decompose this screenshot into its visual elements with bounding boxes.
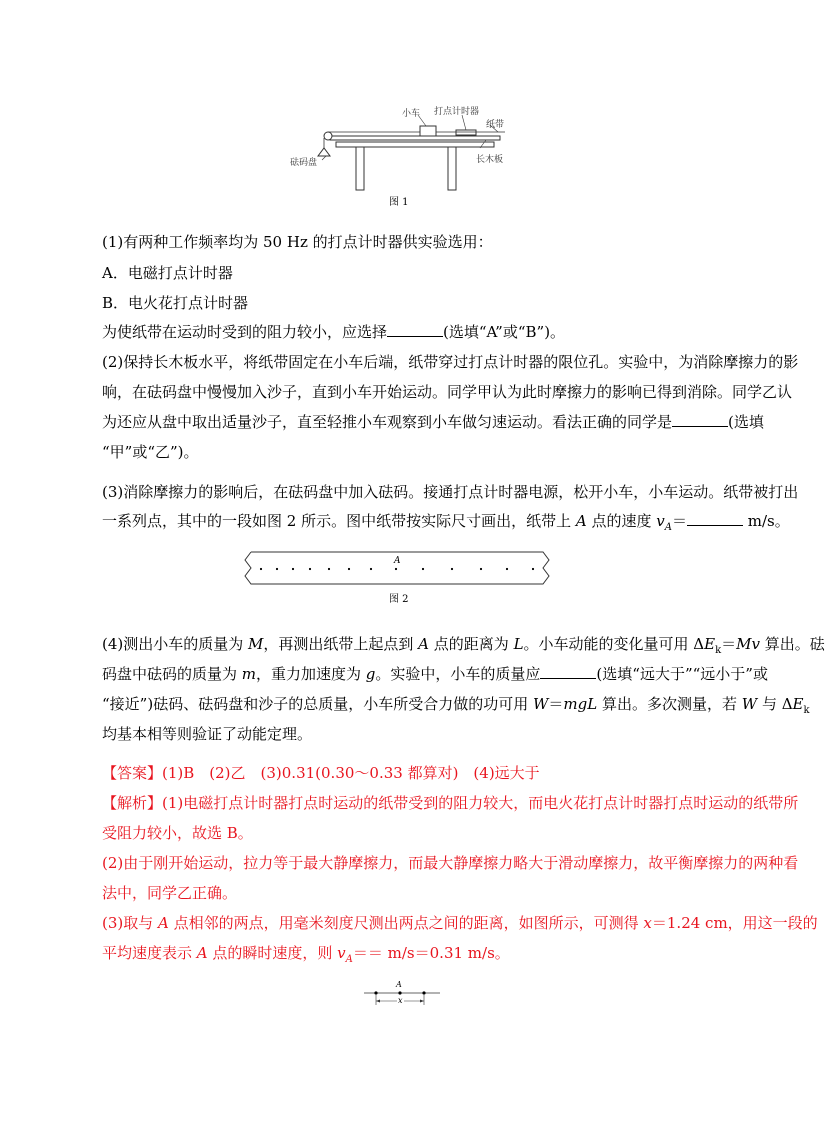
answer-blank-2 <box>672 412 728 427</box>
analysis-line-2: 受阻力较小，故选 B。 <box>102 824 253 842</box>
figure-1-caption: 图 1 <box>389 197 409 208</box>
answer-blank-4 <box>540 664 596 679</box>
analysis-line-1: 【解析】(1)电磁打点计时器打点时运动的纸带受到的阻力较大，而电火花打点计时器打点时运动的纸带所 <box>102 794 799 812</box>
measure-label-x: x <box>398 996 403 1005</box>
q1-question: 为使纸带在运动时受到的阻力较小，应选择 (选填“A”或“B”)。 <box>102 323 566 341</box>
q3-line-2: 一系列点，其中的一段如图 2 所示。图中纸带按实际尺寸画出，纸带上 A 点的速度 $v_A= m/s$。 <box>102 512 790 533</box>
q2-line-4: “甲”或“乙”)。 <box>102 443 199 461</box>
q4-line-1: (4)测出小车的质量为 M，再测出纸带上起点到 A 点的距离为 L。小车动能的变化量可用 $\Delta E_k=Mv$ 算出。砝 <box>102 635 825 656</box>
label-pan: 砝码盘 <box>290 158 318 168</box>
q1-option-a: A．电磁打点计时器 <box>102 264 233 282</box>
q4-line-3: “接近”)砝码、砝码盘和沙子的总质量，小车所受合力做的功可用 W＝mgL 算出。多次测量，若 W 与 $\Delta E_k$ <box>102 695 810 716</box>
figure-2-caption: 图 2 <box>389 594 409 605</box>
analysis-line-5: (3)取与 A 点相邻的两点，用毫米刻度尺测出两点之间的距离，如图所示，可测得 x＝1.24 cm，用这一段的 <box>102 914 818 932</box>
answer-blank-1 <box>387 322 443 337</box>
q2-line-2: 响，在砝码盘中慢慢加入沙子，直到小车开始运动。同学甲认为此时摩擦力的影响已得到消除。同学乙认 <box>102 383 793 401</box>
q4-line-4: 均基本相等则验证了动能定理。 <box>102 725 313 743</box>
answer-blank-3 <box>687 511 743 526</box>
label-timer: 打点计时器 <box>434 107 480 117</box>
q1-intro: (1)有两种工作频率均为 50 Hz 的打点计时器供实验选用： <box>102 233 493 251</box>
analysis-line-4: 法中，同学乙正确。 <box>102 884 238 902</box>
answer-line: 【答案】(1)B (2)乙 (3)0.31(0.30～0.33 都算对) (4)远大于 <box>102 764 540 782</box>
q4-line-2: 码盘中砝码的质量为 m，重力加速度为 g。实验中，小车的质量应 (选填“远大于”“远小于”或 <box>102 665 768 683</box>
q2-line-1: (2)保持长木板水平，将纸带固定在小车后端，纸带穿过打点计时器的限位孔。实验中，为消除摩擦力的影 <box>102 353 799 371</box>
q2-line-3: 为还应从盘中取出适量沙子，直至轻推小车观察到小车做匀速运动。看法正确的同学是 (选填 <box>102 413 764 431</box>
analysis-line-3: (2)由于刚开始运动，拉力等于最大静摩擦力，而最大静摩擦力略大于滑动摩擦力，故平衡摩擦力的两种看 <box>102 854 799 872</box>
q3-line-1: (3)消除摩擦力的影响后，在砝码盘中加入砝码。接通打点计时器电源，松开小车，小车运动。纸带被打出 <box>102 483 799 501</box>
label-board: 长木板 <box>476 155 504 165</box>
q1-option-b: B．电火花打点计时器 <box>102 294 249 312</box>
measure-label-a: A <box>396 980 402 989</box>
label-tape: 纸带 <box>486 120 505 130</box>
analysis-line-6: 平均速度表示 A 点的瞬时速度，则 $v_A== m/s=0.31$ m/s。 <box>102 944 510 965</box>
label-cart: 小车 <box>402 109 421 119</box>
tape-label-a: A <box>394 556 401 566</box>
